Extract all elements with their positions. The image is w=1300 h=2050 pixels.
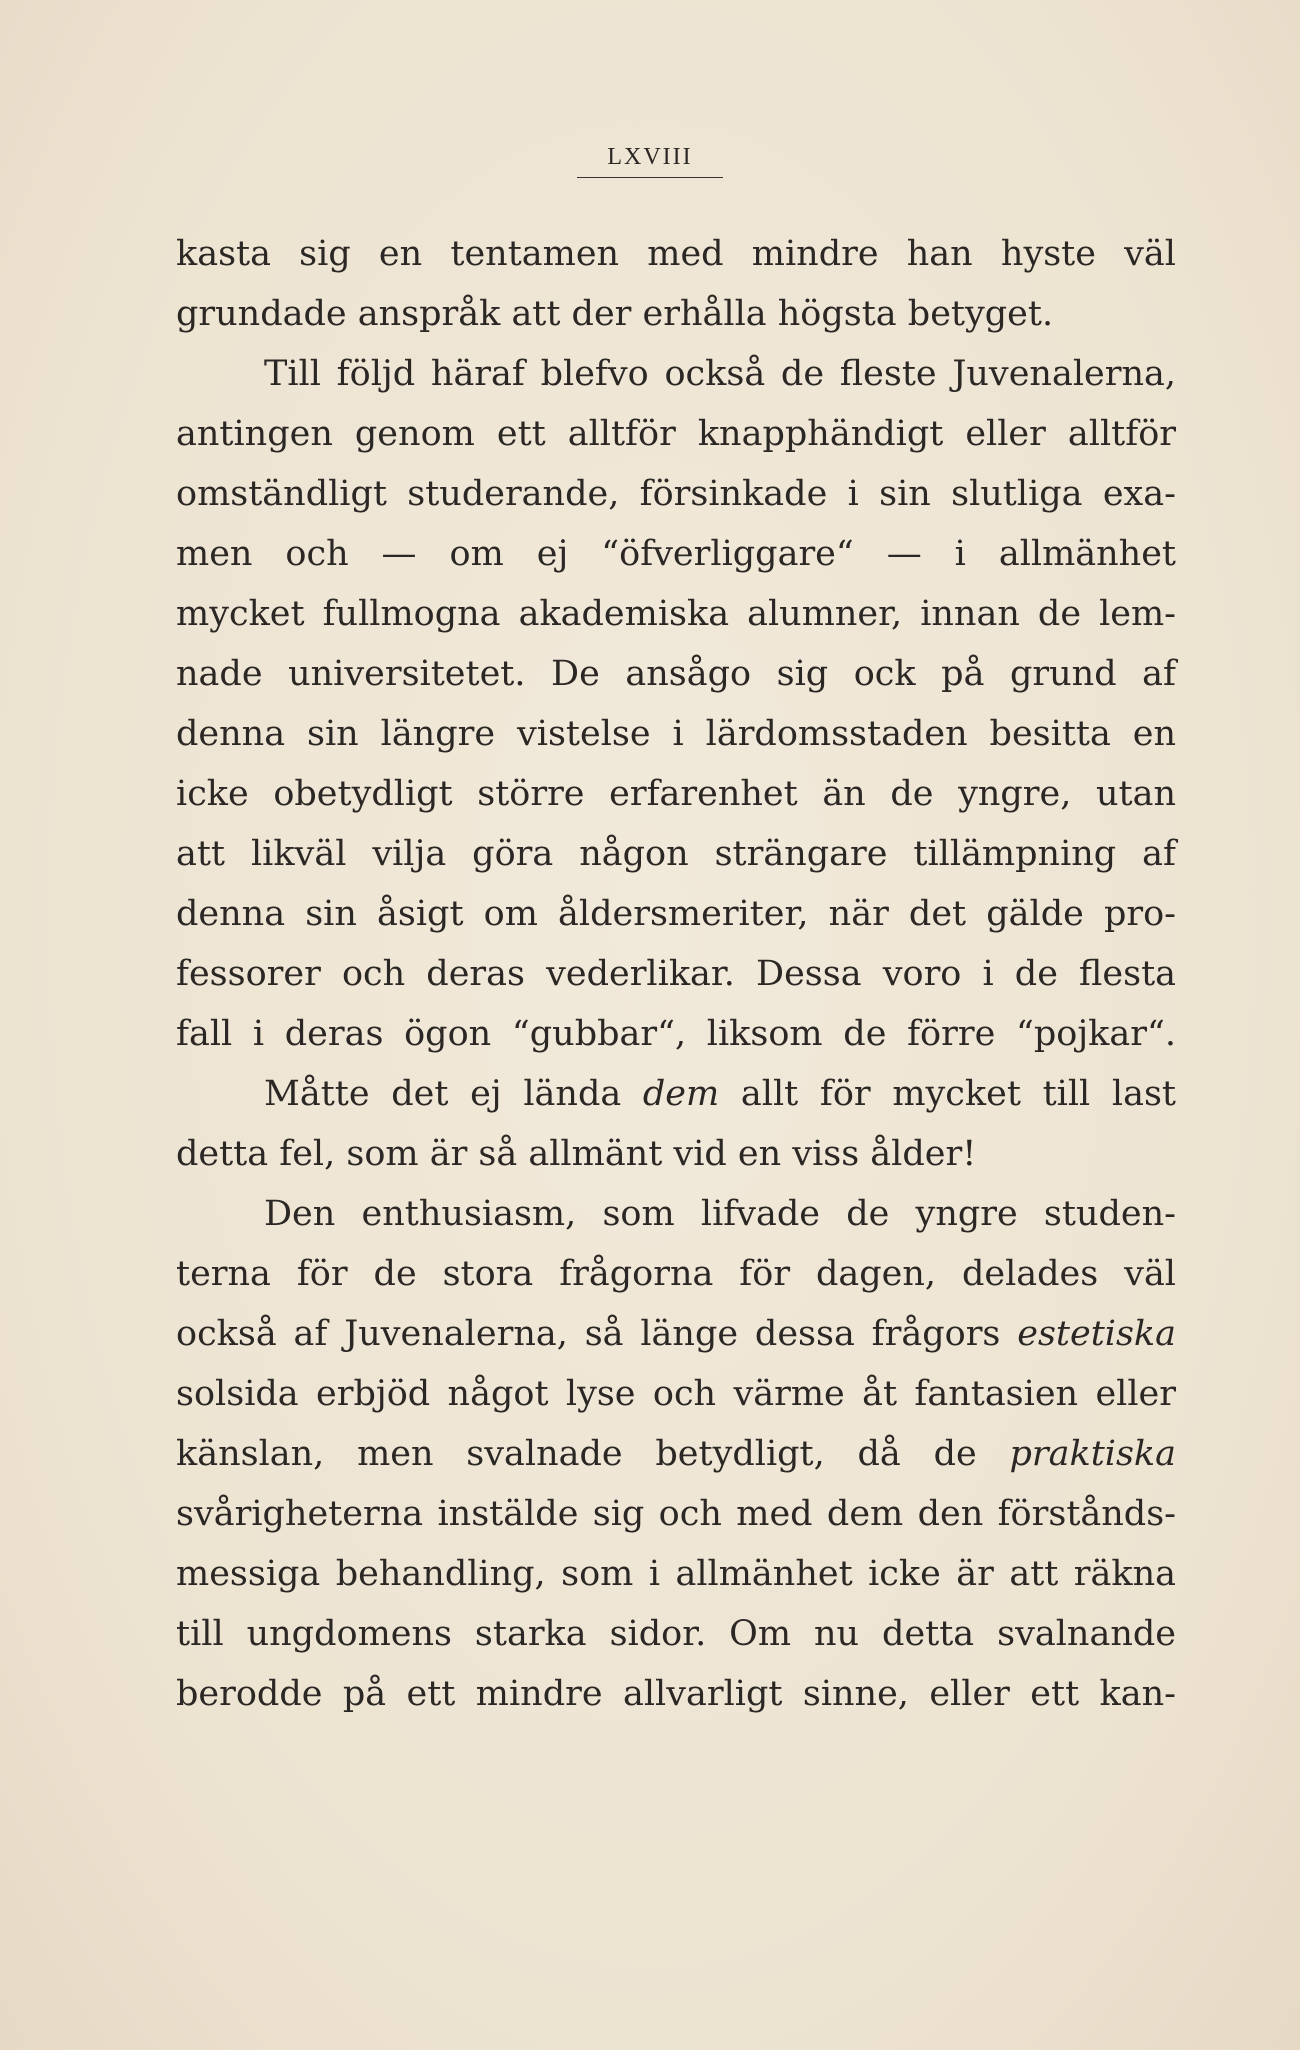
text-line: denna sin längre vistelse i lärdomsstaden besitta en	[176, 714, 1176, 754]
text-line	[176, 1064, 1176, 1124]
italic-word: praktiska	[1009, 1434, 1176, 1474]
text-line: fessorer och deras vederlikar. Dessa voro i de flesta	[176, 954, 1176, 994]
text-line: grundade anspråk att der erhålla högsta betyget.	[176, 294, 1054, 334]
body-text	[176, 224, 1176, 1724]
text-line: Den enthusiasm, som lifvade de yngre studen-	[264, 1194, 1176, 1234]
text-line: omständligt studerande, försinkade i sin slutliga exa-	[176, 474, 1176, 514]
text-line: svårigheterna instälde sig och med dem den förstånds-	[176, 1494, 1176, 1534]
italic-word: dem	[642, 1074, 720, 1114]
text-line: icke obetydligt större erfarenhet än de yngre, utan	[176, 774, 1176, 814]
text-line: solsida erbjöd något lyse och värme åt fantasien eller	[176, 1374, 1176, 1414]
text-line: nade universitetet. De ansågo sig ock på grund af	[176, 654, 1176, 694]
page-folio: LXVIII	[577, 143, 722, 178]
text-line: att likväl vilja göra någon strängare tillämpning af	[176, 834, 1176, 874]
text-line: messiga behandling, som i allmänhet icke är att räkna	[176, 1554, 1176, 1594]
text-line: men och — om ej “öfverliggare“ — i allmänhet	[176, 534, 1176, 574]
text-line: mycket fullmogna akademiska alumner, innan de lem-	[176, 594, 1176, 634]
text-line: kasta sig en tentamen med mindre han hyste väl	[176, 234, 1176, 274]
text-segment: allt för mycket till last	[719, 1074, 1176, 1114]
text-line	[176, 1424, 1176, 1484]
text-line: denna sin åsigt om åldersmeriter, när det gälde pro-	[176, 894, 1176, 934]
text-line: detta fel, som är så allmänt vid en viss ålder!	[176, 1134, 977, 1174]
text-line: Till följd häraf blefvo också de fleste Juvenalerna,	[264, 354, 1176, 394]
text-segment: känslan, men svalnade betydligt, då de	[176, 1434, 1010, 1474]
italic-word: estetiska	[1017, 1314, 1176, 1354]
text-line: antingen genom ett alltför knapphändigt eller alltför	[176, 414, 1176, 454]
text-line: terna för de stora frågorna för dagen, delades väl	[176, 1254, 1176, 1294]
text-segment: också af Juvenalerna, så länge dessa frågors	[176, 1314, 1018, 1354]
page-header	[0, 143, 1300, 178]
text-line: fall i deras ögon “gubbar“, liksom de förre “pojkar“.	[176, 1014, 1176, 1054]
text-segment: Måtte det ej lända	[264, 1074, 643, 1114]
text-line: till ungdomens starka sidor. Om nu detta svalnande	[176, 1614, 1176, 1654]
text-line	[176, 1304, 1176, 1364]
text-line: berodde på ett mindre allvarligt sinne, eller ett kan-	[176, 1674, 1176, 1714]
